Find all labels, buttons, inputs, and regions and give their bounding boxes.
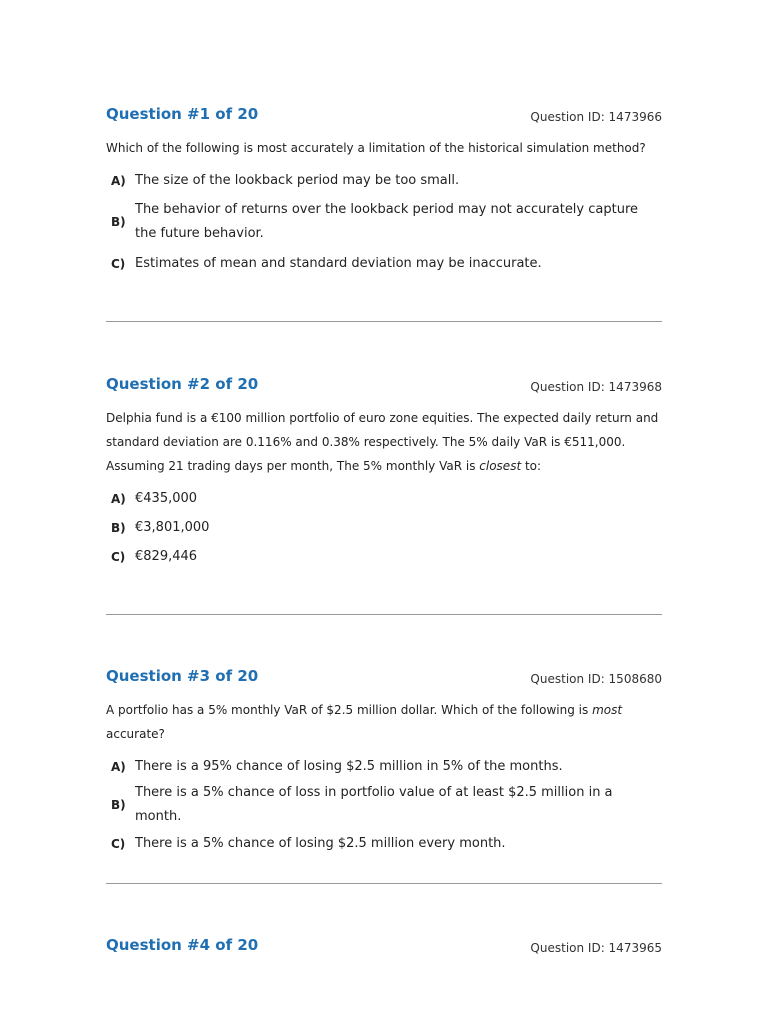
question-header xyxy=(106,374,662,414)
question-text-part: accurate? xyxy=(106,727,165,741)
question-header xyxy=(106,104,662,144)
answer-option-a[interactable] xyxy=(106,166,662,195)
question-text-part: to: xyxy=(521,459,542,473)
question-title: Question #2 of 20 xyxy=(106,375,259,393)
answer-option-c[interactable] xyxy=(106,829,662,858)
question-block-2 xyxy=(106,374,662,571)
answer-option-b[interactable] xyxy=(106,781,662,829)
option-text: There is a 5% chance of losing $2.5 million every month. xyxy=(135,835,506,851)
answer-options xyxy=(106,166,662,278)
question-title: Question #4 of 20 xyxy=(106,936,259,954)
question-header xyxy=(106,666,662,706)
question-block-1 xyxy=(106,104,662,278)
question-id: Question ID: 1473966 xyxy=(530,110,662,124)
option-letter: A) xyxy=(111,759,126,774)
option-text: €3,801,000 xyxy=(135,519,210,535)
question-block-3 xyxy=(106,666,662,858)
question-id: Question ID: 1508680 xyxy=(530,672,662,686)
question-title: Question #1 of 20 xyxy=(106,105,259,123)
option-text: There is a 5% chance of loss in portfolio value of at least $2.5 million in a month. xyxy=(135,785,613,824)
question-id: Question ID: 1473965 xyxy=(530,941,662,955)
question-text-emphasis: closest xyxy=(479,459,522,473)
answer-option-c[interactable] xyxy=(106,542,662,571)
option-letter: B) xyxy=(111,215,126,229)
option-letter: B) xyxy=(111,520,126,535)
question-text-part: Which of the following is most accurately a limitation of the historical simulation method? xyxy=(106,141,646,155)
answer-option-b[interactable] xyxy=(106,195,662,249)
option-text: There is a 95% chance of losing $2.5 million in 5% of the months. xyxy=(135,758,563,774)
option-letter: A) xyxy=(111,491,126,506)
answer-option-b[interactable] xyxy=(106,513,662,542)
answer-option-a[interactable] xyxy=(106,484,662,513)
question-text-part: Delphia fund is a €100 million portfolio of euro zone equities. The expected daily return and standard deviation are 0.116% and 0.38% respectively. The 5% daily VaR is €511,000. Assuming 21 trading days per month, The 5% monthly VaR is xyxy=(106,411,659,473)
option-text: The behavior of returns over the lookback period may not accurately capture the future behavior. xyxy=(135,202,639,241)
section-divider xyxy=(106,321,662,322)
option-text: €829,446 xyxy=(135,548,198,564)
question-title: Question #3 of 20 xyxy=(106,667,259,685)
answer-option-a[interactable] xyxy=(106,752,662,781)
question-text-part: A portfolio has a 5% monthly VaR of $2.5 million dollar. Which of the following is xyxy=(106,703,593,717)
question-id: Question ID: 1473968 xyxy=(530,380,662,394)
option-letter: A) xyxy=(111,173,126,188)
answer-options xyxy=(106,752,662,858)
answer-options xyxy=(106,484,662,571)
question-text-emphasis: most xyxy=(592,703,623,717)
question-header xyxy=(106,935,662,975)
option-text: Estimates of mean and standard deviation may be inaccurate. xyxy=(135,255,542,271)
option-letter: C) xyxy=(111,549,126,564)
option-letter: C) xyxy=(111,256,126,271)
option-text: €435,000 xyxy=(135,490,198,506)
question-block-4 xyxy=(106,935,662,975)
answer-option-c[interactable] xyxy=(106,249,662,278)
question-text xyxy=(106,406,662,478)
section-divider xyxy=(106,614,662,615)
section-divider xyxy=(106,883,662,884)
option-text: The size of the lookback period may be too small. xyxy=(135,172,460,188)
option-letter: C) xyxy=(111,836,126,851)
option-letter: B) xyxy=(111,798,126,812)
